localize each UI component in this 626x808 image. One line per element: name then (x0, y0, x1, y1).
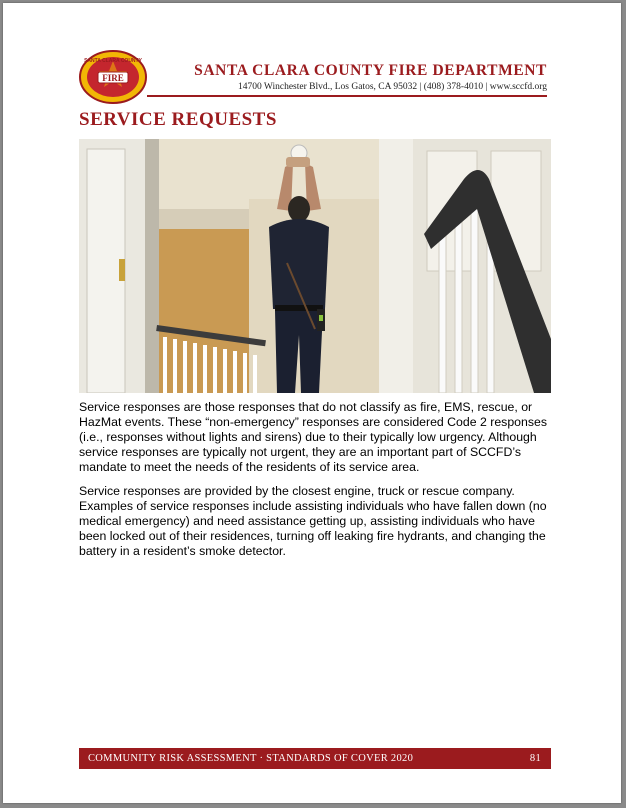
page-number: 81 (529, 753, 541, 764)
department-name: SANTA CLARA COUNTY FIRE DEPARTMENT (194, 62, 547, 79)
body-paragraph-1: Service responses are those responses that do not classify as fire, EMS, rescue, or HazMat events. These “non-emergency” responses are considered Code 2 responses (i.e., responses without lights and sirens) due to their typically low urgency. Although service responses are typically not urgent, they are an important part of SCCFD’s mandate to meet the needs of the residents of its service area. (79, 400, 547, 474)
body-paragraph-2: Service responses are provided by the closest engine, truck or rescue company. Examples of service responses include assisting individuals who have fallen down (no medical emergency) and need assistance getting up, assisting individuals who have been locked out of their residences, turning off leaking fire hydrants, and changing the battery in a resident’s smoke detector. (79, 484, 547, 558)
logo-arc-text: SANTA CLARA COUNTY (84, 58, 142, 64)
footer-title: COMMUNITY RISK ASSESSMENT · STANDARDS OF COVER 2020 (88, 753, 414, 764)
body-text (79, 400, 553, 568)
header-divider (147, 95, 547, 97)
photo-illustration (79, 139, 551, 393)
department-address: 14700 Winchester Blvd., Los Gatos, CA 95032 | (408) 378-4010 | www.sccfd.org (237, 82, 547, 92)
logo-center-text: FIRE (102, 73, 124, 83)
firefighter-photo (79, 139, 551, 393)
document-page (3, 3, 621, 803)
fire-department-logo (79, 50, 147, 104)
section-title: SERVICE REQUESTS (79, 109, 277, 130)
footer-bar (79, 748, 551, 769)
